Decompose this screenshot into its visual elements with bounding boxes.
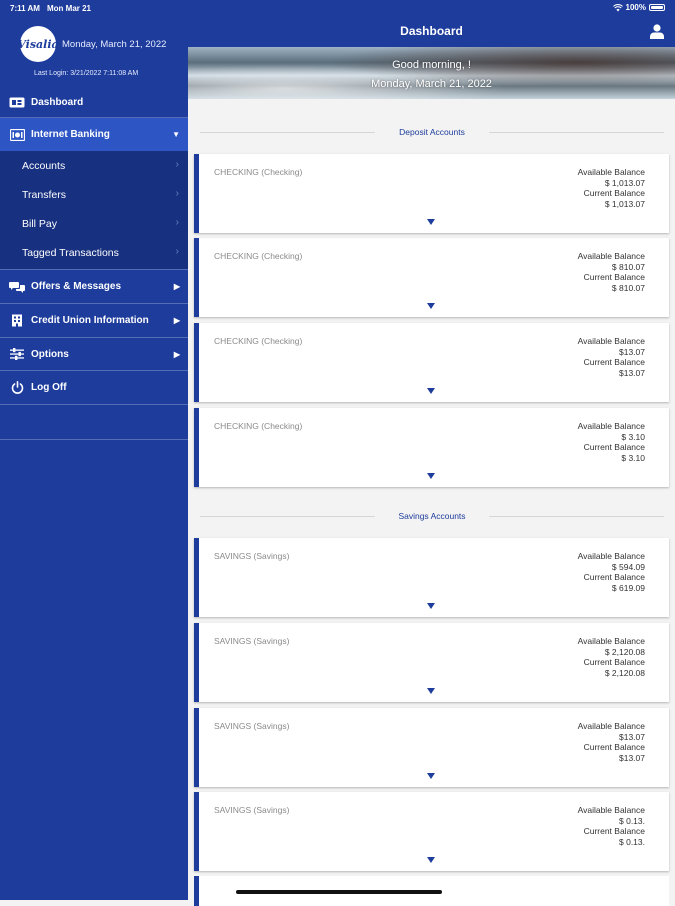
current-balance: $ 619.09 — [611, 582, 645, 593]
current-balance-label: Current Balance — [583, 572, 645, 582]
sidebar-item-label: Accounts — [22, 159, 66, 172]
caret-down-icon[interactable] — [427, 219, 435, 225]
chevron-right-icon: ▶ — [173, 282, 180, 291]
chat-icon — [9, 281, 25, 293]
account-balances — [578, 721, 645, 763]
account-balances — [578, 167, 645, 209]
sidebar-item-bill-pay[interactable] — [0, 209, 188, 238]
chevron-right-icon: › — [175, 217, 179, 228]
current-balance-label: Current Balance — [583, 826, 645, 836]
account-name: CHECKING (Checking) — [214, 421, 303, 431]
sidebar-item-transfers[interactable] — [0, 180, 188, 209]
sidebar-date: Monday, March 21, 2022 — [62, 38, 167, 50]
status-time: 7:11 AM — [10, 4, 40, 13]
account-balances — [578, 421, 645, 463]
available-balance: $ 0.13. — [619, 815, 645, 826]
caret-down-icon[interactable] — [427, 303, 435, 309]
page-title: Dashboard — [400, 24, 463, 38]
caret-down-icon[interactable] — [427, 857, 435, 863]
sidebar-item-label: Options — [31, 348, 69, 360]
available-balance: $13.07 — [619, 346, 645, 357]
chevron-right-icon: › — [175, 159, 179, 170]
available-balance-label: Available Balance — [577, 551, 645, 561]
current-balance-label: Current Balance — [583, 188, 645, 198]
sidebar-item-label: Bill Pay — [22, 217, 58, 230]
current-balance: $ 810.07 — [611, 282, 645, 293]
sidebar-item-accounts[interactable] — [0, 151, 188, 180]
power-icon — [9, 382, 25, 394]
account-card[interactable] — [194, 323, 669, 402]
credit-union-logo: Visalia — [20, 26, 56, 62]
available-balance-label: Available Balance — [577, 336, 645, 346]
chevron-down-icon: ▼ — [172, 130, 180, 139]
account-card[interactable] — [194, 623, 669, 702]
account-name: CHECKING (Checking) — [214, 251, 303, 261]
account-card[interactable] — [194, 708, 669, 787]
sliders-icon — [9, 348, 25, 360]
sidebar-item-internet-banking[interactable] — [0, 118, 188, 151]
available-balance-label: Available Balance — [577, 721, 645, 731]
available-balance-label: Available Balance — [577, 251, 645, 261]
caret-down-icon[interactable] — [427, 688, 435, 694]
sidebar-item-label: Log Off — [31, 382, 67, 393]
available-balance: $ 3.10 — [621, 431, 645, 442]
home-indicator[interactable] — [236, 890, 442, 894]
account-balances — [578, 251, 645, 293]
available-balance-label: Available Balance — [577, 805, 645, 815]
account-name: CHECKING (Checking) — [214, 336, 303, 346]
caret-down-icon[interactable] — [427, 603, 435, 609]
account-name: SAVINGS (Savings) — [214, 636, 290, 646]
current-balance-label: Current Balance — [583, 442, 645, 452]
account-card[interactable] — [194, 238, 669, 317]
sidebar-item-tagged-transactions[interactable] — [0, 238, 188, 267]
sidebar-item-label: Transfers — [22, 188, 66, 201]
section-title-savings: Savings Accounts — [200, 511, 664, 521]
wifi-icon — [613, 4, 623, 12]
internet-banking-submenu — [0, 151, 188, 269]
caret-down-icon[interactable] — [427, 473, 435, 479]
status-date: Mon Mar 21 — [47, 4, 92, 13]
current-balance: $13.07 — [619, 752, 645, 763]
sidebar-item-label: Dashboard — [31, 96, 84, 108]
chevron-right-icon: ▶ — [173, 316, 180, 325]
caret-down-icon[interactable] — [427, 773, 435, 779]
chevron-right-icon: › — [175, 188, 179, 199]
sidebar-item-offers-messages[interactable] — [0, 270, 188, 303]
account-card[interactable] — [194, 408, 669, 487]
available-balance: $ 594.09 — [611, 561, 645, 572]
current-balance-label: Current Balance — [583, 742, 645, 752]
building-icon — [9, 315, 25, 327]
available-balance-label: Available Balance — [577, 636, 645, 646]
sidebar-item-label: Credit Union Information — [31, 315, 149, 326]
available-balance: $ 2,120.08 — [604, 646, 645, 657]
caret-down-icon[interactable] — [427, 388, 435, 394]
available-balance: $ 810.07 — [611, 261, 645, 272]
sidebar-header — [17, 26, 167, 62]
current-balance: $ 3.10 — [621, 452, 645, 463]
account-balances — [578, 636, 645, 678]
battery-icon — [649, 4, 665, 11]
account-balances — [578, 551, 645, 593]
account-card[interactable] — [194, 792, 669, 871]
current-balance: $ 1,013.07 — [604, 198, 645, 209]
sidebar — [0, 0, 188, 900]
available-balance-label: Available Balance — [577, 167, 645, 177]
account-card[interactable] — [194, 538, 669, 617]
sidebar-item-label: Internet Banking — [31, 129, 110, 140]
welcome-banner — [188, 47, 675, 99]
dashboard-icon — [9, 96, 25, 108]
account-balances — [578, 336, 645, 378]
banner-date: Monday, March 21, 2022 — [371, 78, 492, 90]
status-bar — [0, 0, 675, 16]
current-balance-label: Current Balance — [583, 272, 645, 282]
greeting-text: Good morning, ! — [392, 59, 471, 71]
current-balance: $ 2,120.08 — [604, 667, 645, 678]
sidebar-item-credit-union-info[interactable] — [0, 304, 188, 337]
available-balance-label: Available Balance — [577, 421, 645, 431]
account-name: SAVINGS (Savings) — [214, 551, 290, 561]
chevron-right-icon: ▶ — [173, 349, 180, 359]
divider — [0, 439, 188, 440]
sidebar-item-label: Tagged Transactions — [22, 246, 119, 259]
available-balance: $ 1,013.07 — [604, 177, 645, 188]
user-icon[interactable] — [650, 24, 664, 44]
current-balance: $13.07 — [619, 367, 645, 378]
last-login: Last Login: 3/21/2022 7:11:08 AM — [34, 70, 139, 77]
account-name: CHECKING (Checking) — [214, 167, 303, 177]
account-name: SAVINGS (Savings) — [214, 721, 290, 731]
sidebar-item-dashboard[interactable] — [0, 89, 188, 115]
account-balances — [578, 805, 645, 847]
current-balance-label: Current Balance — [583, 657, 645, 667]
sidebar-item-label: Offers & Messages — [31, 281, 122, 292]
status-right — [613, 3, 665, 12]
bank-icon — [9, 129, 25, 141]
account-card[interactable] — [194, 154, 669, 233]
chevron-right-icon: › — [175, 246, 179, 257]
divider — [0, 404, 188, 405]
sidebar-item-options[interactable] — [0, 338, 188, 370]
current-balance-label: Current Balance — [583, 357, 645, 367]
section-title-deposit: Deposit Accounts — [200, 127, 664, 137]
available-balance: $13.07 — [619, 731, 645, 742]
battery-percent: 100% — [625, 3, 646, 12]
sidebar-item-log-off[interactable] — [0, 371, 188, 404]
account-name: SAVINGS (Savings) — [214, 805, 290, 815]
current-balance: $ 0.13. — [619, 836, 645, 847]
